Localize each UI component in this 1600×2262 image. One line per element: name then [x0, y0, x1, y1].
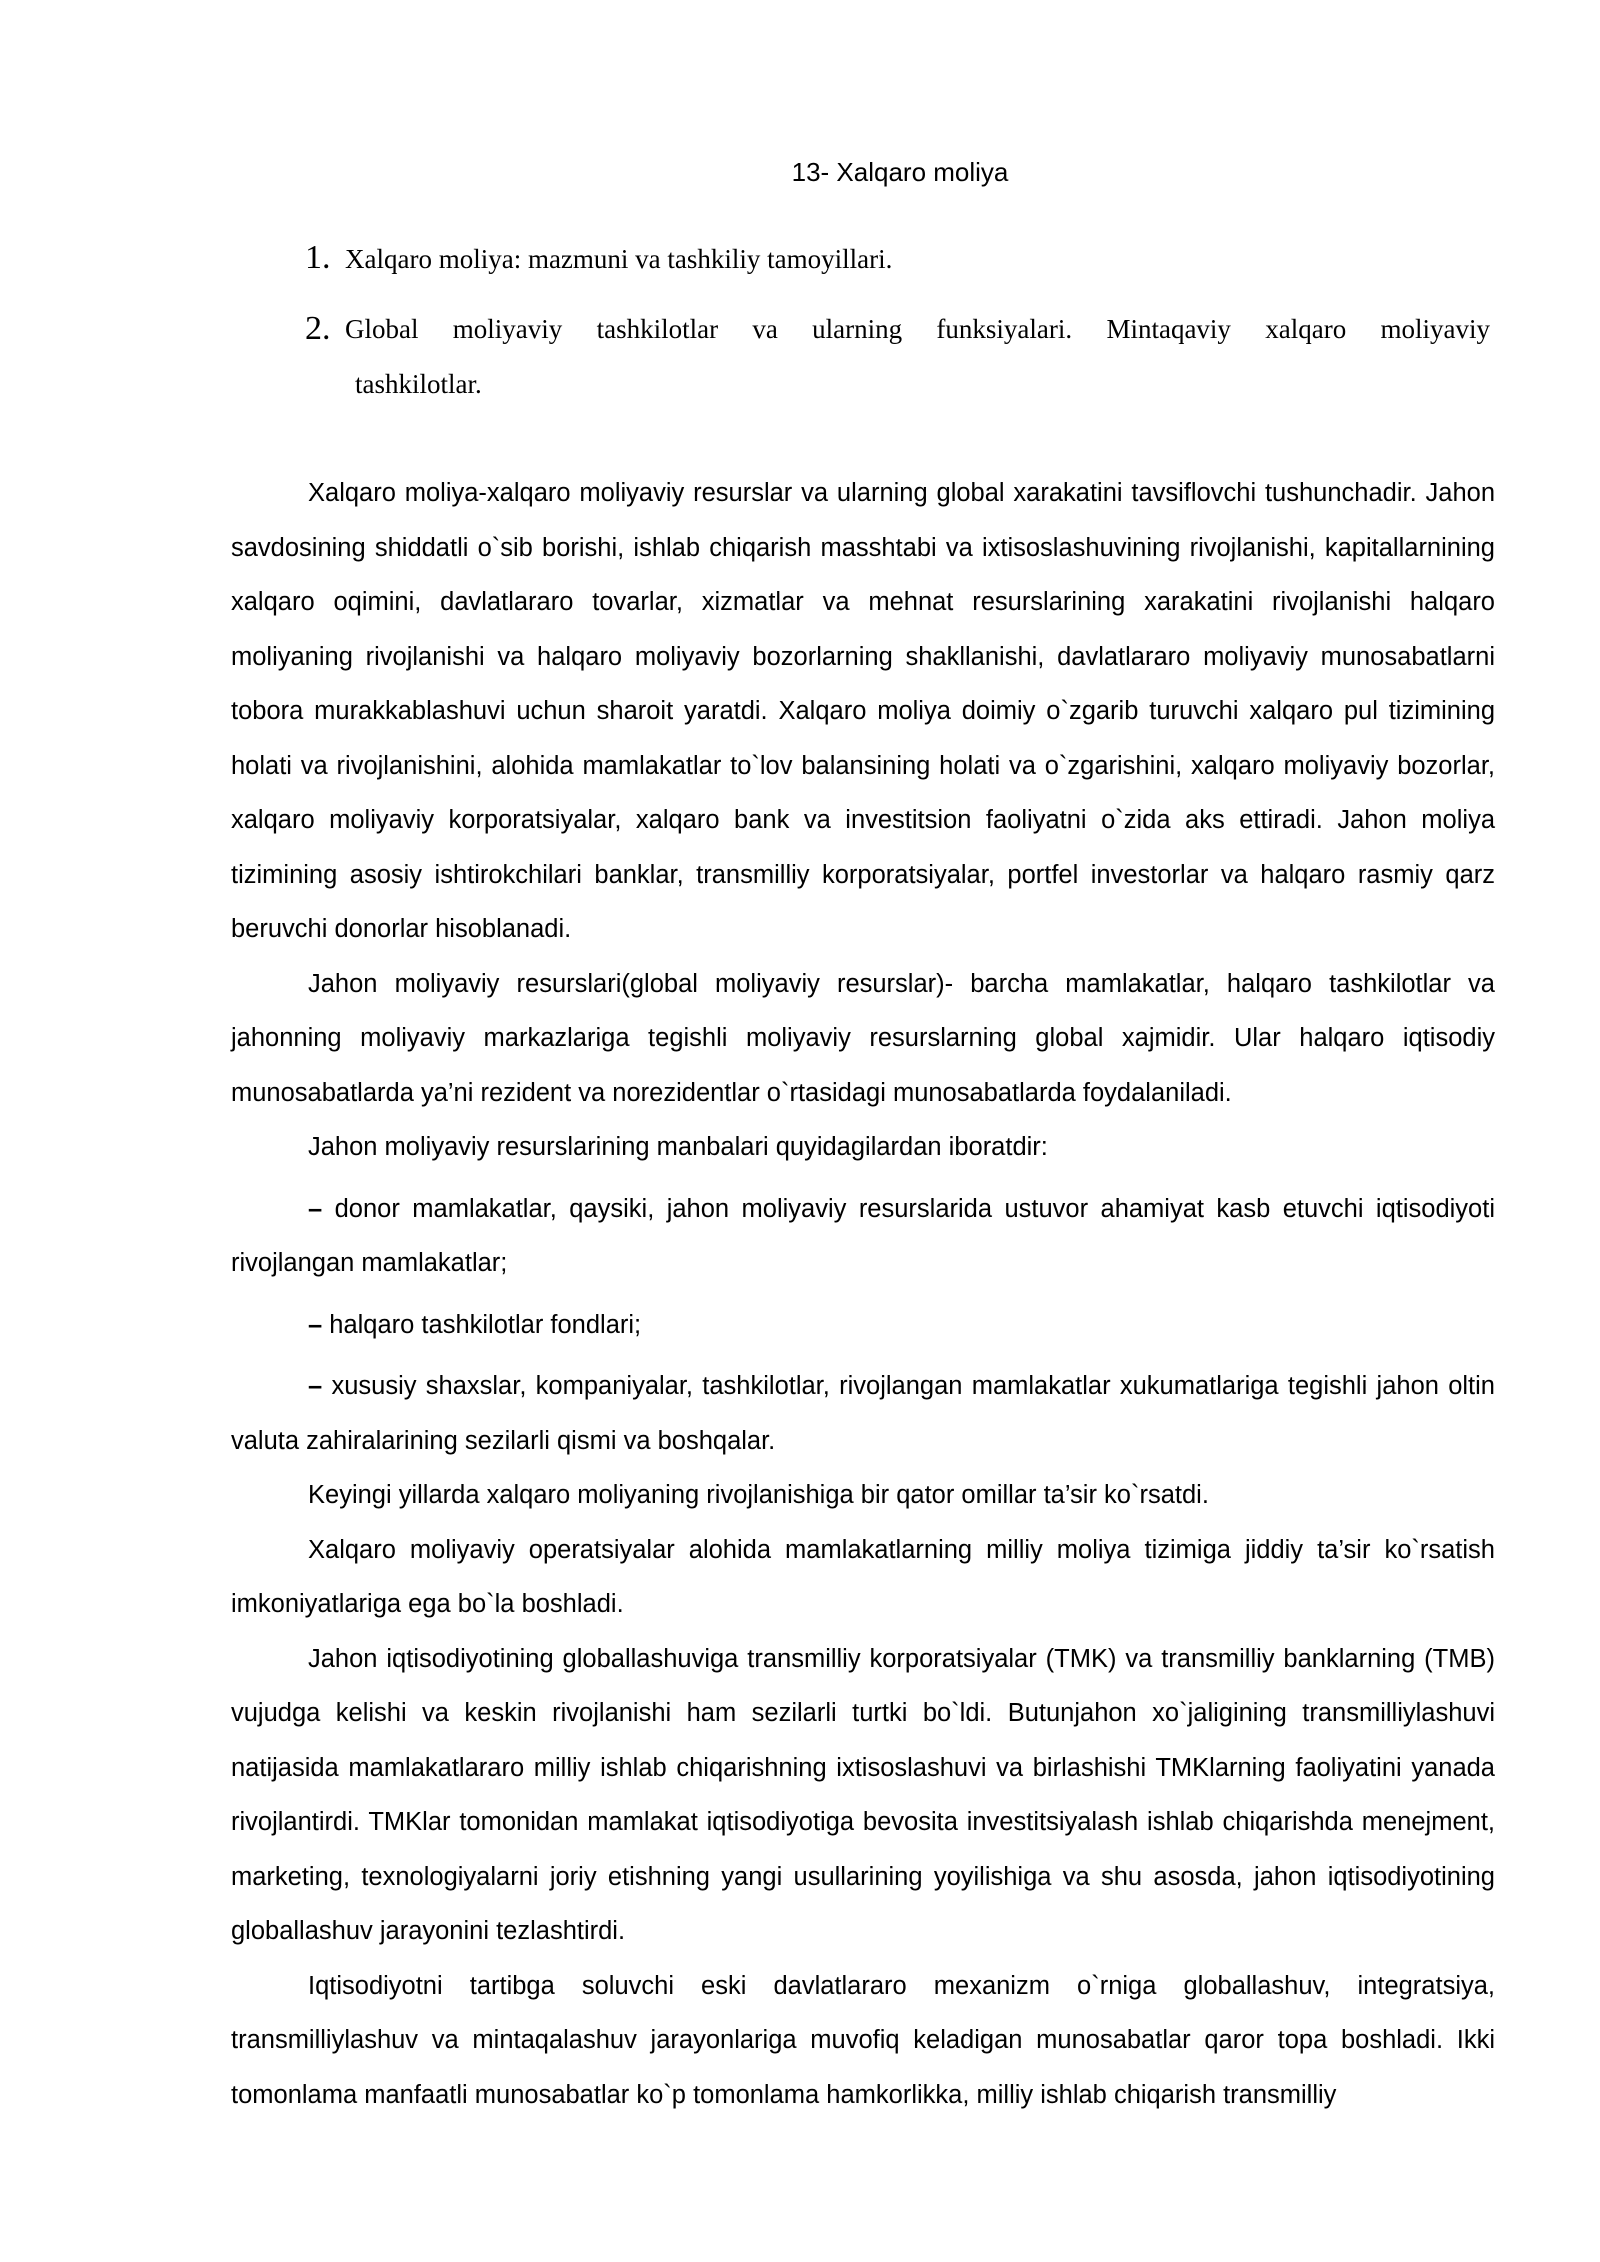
list-item: [231, 1182, 1495, 1291]
plan-text-continuation: tashkilotlar.: [355, 369, 482, 399]
page-title: 13- Xalqaro moliya: [791, 157, 1009, 187]
list-item-text: xususiy shaxslar, kompaniyalar, tashkilotlar, rivojlangan mamlakatlar xukumatlariga tegishli jahon oltin valuta zahiralarining sezilarli qismi va boshqalar.: [231, 1372, 1495, 1455]
paragraph: Jahon moliyaviy resurslarining manbalari quyidagilardan iboratdir:: [308, 1133, 1048, 1161]
paragraph: Iqtisodiyotni tartibga soluvchi eski davlatlararo mexanizm o`rniga globallashuv, integratsiya, transmilliylashuv va mintaqalashuv jarayonlariga muvofiq keladigan munosabatlar qaror topa boshladi. Ikki tomonlama manfaatli munosabatlar ko`p tomonlama hamkorlikka, milliy ishlab chiqarish transmilliy: [231, 1971, 1495, 2109]
plan-text: Global moliyaviy tashkilotlar va ularning funksiyalari. Mintaqaviy xalqaro moliyaviy: [345, 314, 1490, 344]
list-item-text: donor mamlakatlar, qaysiki, jahon moliyaviy resurslarida ustuvor ahamiyat kasb etuvchi iqtisodiyoti rivojlangan mamlakatlar;: [231, 1194, 1495, 1277]
list-item: [231, 1359, 1495, 1468]
paragraph: Keyingi yillarda xalqaro moliyaning rivojlanishiga bir qator omillar ta’sir ko`rsatdi.: [308, 1481, 1209, 1509]
dash-marker: –: [308, 1310, 323, 1339]
plan-item-2: [305, 302, 1495, 411]
paragraph: Jahon iqtisodiyotining globallashuviga transmilliy korporatsiyalar (TMK) va transmilliy banklarning (TMB) vujudga kelishi va keskin rivojlanishi ham sezilarli turtki bo`ldi. Butunjahon xo`jaligining transmilliylashuvi natijasida mamlakatlararo milliy ishlab chiqarishning ixtisoslashuvi va birlashishi TMKlarning faoliyatini yanada rivojlantirdi. TMKlar tomonidan mamlakat iqtisodiyotiga bevosita investitsiyalash ishlab chiqarishda menejment, marketing, texnologiyalarni joriy etishning yangi usullarining yoyilishiga va shu asosda, jahon iqtisodiyotining globallashuv jarayonini tezlashtirdi.: [231, 1644, 1495, 1945]
dash-marker: –: [308, 1372, 323, 1400]
list-item: [231, 1298, 1495, 1353]
paragraph: Xalqaro moliya-xalqaro moliyaviy resurslar va ularning global xarakatini tavsiflovchi tushunchadir. Jahon savdosining shiddatli o`sib borishi, ishlab chiqarish masshtabi va ixtisoslashuvining rivojlanishi, kapitallarnining xalqaro oqimini, davlatlararo tovarlar, xizmatlar va mehnat resurslarining xarakatini rivojlanishi halqaro moliyaning rivojlanishi va halqaro moliyaviy bozorlarning shakllanishi, davlatlararo moliyaviy munosabatlarni tobora murakkablashuvi uchun sharoit yaratdi. Xalqaro moliya doimiy o`zgarib turuvchi xalqaro pul tizimining holati va rivojlanishini, alohida mamlakatlar to`lov balansining holati va o`zgarishini, xalqaro moliyaviy bozorlar, xalqaro moliyaviy korporatsiyalar, xalqaro bank va investitsion faoliyatni o`zida aks ettiradi. Jahon moliya tizimining asosiy ishtirokchilari banklar, transmilliy korporatsiyalar, portfel investorlar va halqaro rasmiy qarz beruvchi donorlar hisoblanadi.: [231, 479, 1495, 943]
list-item-text: halqaro tashkilotlar fondlari;: [329, 1310, 642, 1339]
plan-number: 1.: [305, 239, 331, 276]
paragraph: Xalqaro moliyaviy operatsiyalar alohida mamlakatlarning milliy moliya tizimiga jiddiy ta’sir ko`rsatish imkoniyatlariga ega bo`la boshladi.: [231, 1535, 1495, 1618]
dash-marker: –: [308, 1194, 323, 1223]
body-text: [231, 466, 1495, 2122]
plan-number: 2.: [305, 310, 331, 347]
paragraph: Jahon moliyaviy resurslari(global moliyaviy resurslar)- barcha mamlakatlar, halqaro tashkilotlar va jahonning moliyaviy markazlariga tegishli moliyaviy resurslarning global xajmidir. Ular halqaro iqtisodiy munosabatlarda ya’ni rezident va norezidentlar o`rtasidagi munosabatlarda foydalaniladi.: [231, 969, 1495, 1107]
plan-text: Xalqaro moliya: mazmuni va tashkiliy tamoyillari.: [345, 244, 893, 274]
plan-item-1: [305, 236, 1495, 281]
